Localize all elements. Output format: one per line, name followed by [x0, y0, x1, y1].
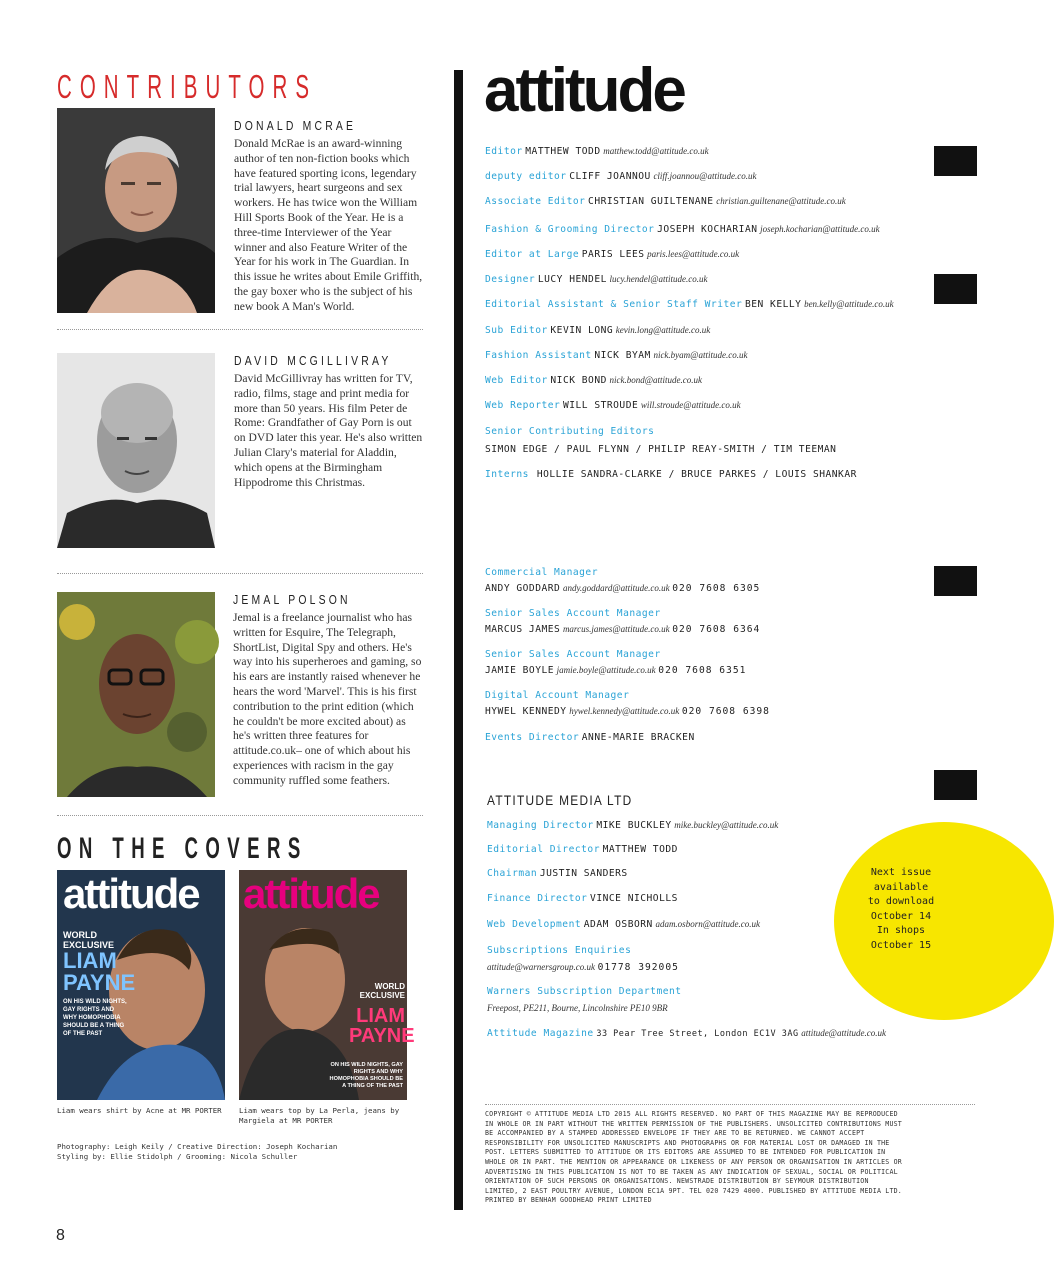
staff-email[interactable]: christian.guiltenane@attitude.co.uk [716, 196, 846, 206]
staff-email[interactable]: ben.kelly@attitude.co.uk [804, 299, 894, 309]
media-line [487, 868, 628, 879]
staff-name: CHRISTIAN GUILTENANE [588, 196, 714, 207]
commercial-contact-line [485, 706, 770, 717]
david-mcgillivray-photo [57, 353, 215, 548]
media-line [487, 844, 678, 855]
credits-photography: Photography: Leigh Keily / Creative Direction: Joseph Kocharian [57, 1142, 338, 1151]
page-number: 8 [56, 1227, 65, 1244]
cover-headline: LIAM PAYNE [349, 1005, 415, 1047]
divider [57, 329, 423, 330]
commercial-email[interactable]: marcus.james@attitude.co.uk [562, 624, 670, 634]
magazine-email[interactable]: attitude@attitude.co.uk [801, 1028, 886, 1038]
next-issue-text [856, 866, 946, 953]
cover-subline: ON HIS WILD NIGHTS, GAY RIGHTS AND WHY HOMOPHOBIA SHOULD BE A THING OF THE PAST [63, 999, 127, 1037]
commercial-role: Senior Sales Account Manager [485, 608, 661, 619]
staff-line [485, 274, 708, 285]
commercial-email[interactable]: andy.goddard@attitude.co.uk [562, 583, 670, 593]
contributor-donald [234, 118, 426, 315]
staff-email[interactable]: nick.byam@attitude.co.uk [653, 350, 748, 360]
next-issue-line: October 15 [870, 939, 932, 951]
magazine-line [487, 1028, 886, 1039]
staff-email[interactable]: cliff.joannou@attitude.co.uk [653, 171, 757, 181]
media-name: MIKE BUCKLEY [596, 820, 672, 831]
contributors-title: CONTRIBUTORS [57, 68, 318, 105]
commercial-role: Commercial Manager [485, 567, 598, 578]
edge-tab [934, 146, 977, 176]
media-role: Chairman [487, 868, 538, 879]
contributor-david [234, 353, 431, 490]
subs-contact-line [487, 962, 679, 973]
contributor-bio: David McGillivray has written for TV, radio, films, stage and print media for more than 50 years. His film Peter de Rome: Grandfather of Gay Porn is out on DVD later this year. He's also written Julian Clary's material for Aladdin, which opens at the Birmingham Hippodrome this Christmas. [234, 372, 423, 489]
media-role: Finance Director [487, 893, 588, 904]
staff-line [485, 146, 709, 157]
staff-role: Associate Editor [485, 196, 586, 207]
subs-email[interactable]: attitude@warnersgroup.co.uk [487, 962, 595, 972]
staff-email[interactable]: nick.bond@attitude.co.uk [609, 375, 703, 385]
events-name: ANNE-MARIE BRACKEN [581, 732, 695, 743]
commercial-name: MARCUS JAMES [485, 624, 561, 635]
staff-line [485, 350, 747, 361]
commercial-phone: 020 7608 6398 [681, 706, 770, 717]
media-name: MATTHEW TODD [602, 844, 678, 855]
senior-contributing-names-line [485, 444, 836, 455]
senior-contributing-label-line [485, 426, 654, 437]
next-issue-line: to download [867, 896, 935, 907]
staff-line [485, 400, 741, 411]
media-role: Managing Director [487, 820, 594, 831]
contributor-bio: Jemal is a freelance journalist who has written for Esquire, The Telegraph, ShortList, Digital Spy and others. He's way into his superheroes and gaming, so his ears are instantly raised whenever he hears the word 'Marvel'. This is his first contribution to the print edition (which he couldn't be more excited about) as he's written three features for attitude.co.uk– one of which about his experiences with racism in the gay community ruffled some feathers. [233, 611, 422, 787]
commercial-name: HYWEL KENNEDY [485, 706, 567, 717]
commercial-contact-line [485, 665, 746, 676]
subs-phone: 01778 392005 [597, 962, 679, 973]
staff-role: Web Editor [485, 375, 548, 386]
staff-name: JOSEPH KOCHARIAN [657, 224, 758, 235]
media-name: JUSTIN SANDERS [539, 868, 628, 879]
staff-role: Editorial Assistant & Senior Staff Writer [485, 299, 743, 310]
next-issue-line: In shops [876, 925, 926, 936]
commercial-role-line [485, 649, 661, 660]
staff-email[interactable]: lucy.hendel@attitude.co.uk [609, 274, 708, 284]
staff-name: WILL STROUDE [562, 400, 639, 411]
subs-label: Subscriptions Enquiries [487, 945, 632, 956]
cover-1 [57, 870, 225, 1100]
contributor-name: DONALD MCRAE [234, 118, 357, 133]
credits-styling: Styling by: Ellie Stidolph / Grooming: Nicola Schuller [57, 1152, 298, 1161]
covers-title: ON THE COVERS [57, 832, 308, 865]
magazine-label: Attitude Magazine [487, 1028, 594, 1039]
cover-2 [239, 870, 415, 1100]
staff-name: BEN KELLY [744, 299, 802, 310]
commercial-name: ANDY GODDARD [485, 583, 561, 594]
commercial-role: Senior Sales Account Manager [485, 649, 661, 660]
commercial-contact-line [485, 583, 760, 594]
staff-name: KEVIN LONG [550, 325, 614, 336]
senior-contributing-label: Senior Contributing Editors [485, 426, 655, 437]
staff-name: CLIFF JOANNOU [569, 171, 651, 182]
staff-role: deputy editor [485, 171, 567, 182]
media-line [487, 893, 678, 904]
staff-line [485, 196, 846, 207]
interns-line [485, 469, 857, 480]
staff-line [485, 249, 739, 260]
jemal-polson-photo [57, 592, 215, 797]
contributor-jemal [233, 592, 425, 789]
copyright-text: COPYRIGHT © ATTITUDE MEDIA LTD 2015 ALL RIGHTS RESERVED. NO PART OF THIS MAGAZINE MAY BE REPRODUCED IN WHOLE OR IN PART WITHOUT THE WRITTEN PERMISSION OF THE PUBLISHERS. UNSOLICITED CONTRIBUTIONS MUST BE ACCOMPANIED BY A STAMPED ADDRESSED ENVELOPE IF THEY ARE TO BE RETURNED. WE CANNOT ACCEPT RESPONSIBILITY FOR UNSOLICITED MANUSCRIPTS AND PHOTOGRAPHS OR FOR MATERIAL LOST OR DAMAGED IN THE POST. LETTERS SUBMITTED TO ATTITUDE OR ITS EDITORS ARE ASSUMED TO BE INTENDED FOR PUBLICATION IN WHOLE OR IN PART. THE MENTION OR APPEARANCE OR LIKENESS OF ANY PERSON OR ORGANISATION IN ARTICLES OR ADVERTISING IN THIS PUBLICATION IS NOT TO BE TAKEN AS ANY INDICATION OF SEXUAL, SOCIAL OR POLITICAL ORIENTATION OF SUCH PERSONS OR ORGANISATIONS. NEWSTRADE DISTRIBUTION BY SEYMOUR DISTRIBUTION LIMITED, 2 EAST POULTRY AVENUE, LONDON EC1A 9PT. TEL 020 7429 4000. PUBLISHED BY ATTITUDE MEDIA LTD. PRINTED BY BENHAM GOODHEAD PRINT LIMITED [485, 1110, 902, 1205]
staff-role: Fashion Assistant [485, 350, 592, 361]
cover-subline: ON HIS WILD NIGHTS, GAY RIGHTS AND WHY HOMOPHOBIA SHOULD BE A THING OF THE PAST [329, 1062, 403, 1089]
cover-logo: attitude [243, 870, 379, 917]
commercial-email[interactable]: jamie.boyle@attitude.co.uk [556, 665, 656, 675]
commercial-email[interactable]: hywel.kennedy@attitude.co.uk [569, 706, 680, 716]
media-email[interactable]: mike.buckley@attitude.co.uk [674, 820, 779, 830]
staff-role: Designer [485, 274, 536, 285]
next-issue-line: October 14 [870, 910, 932, 922]
staff-name: NICK BOND [550, 375, 607, 386]
warners-label-line [487, 986, 682, 997]
staff-line [485, 224, 880, 235]
interns-names: HOLLIE SANDRA-CLARKE / BRUCE PARKES / LOUIS SHANKAR [536, 469, 857, 480]
magazine-address: 33 Pear Tree Street, London EC1V 3AG [596, 1029, 799, 1039]
staff-line [485, 375, 702, 386]
media-role: Web Development [487, 919, 582, 930]
commercial-role: Digital Account Manager [485, 690, 630, 701]
staff-name: MATTHEW TODD [525, 146, 601, 157]
contributor-name: JEMAL POLSON [233, 592, 351, 607]
media-email[interactable]: adam.osborn@attitude.co.uk [655, 919, 760, 929]
cover-kicker: WORLD EXCLUSIVE [63, 930, 115, 950]
cover-1-caption: Liam wears shirt by Acne at MR PORTER [57, 1106, 222, 1115]
commercial-phone: 020 7608 6305 [672, 583, 761, 594]
events-role: Events Director [485, 732, 580, 743]
column-bar [454, 70, 463, 1210]
warners-address-line [487, 1003, 668, 1014]
staff-email[interactable]: paris.lees@attitude.co.uk [647, 249, 740, 259]
donald-mcrae-photo [57, 108, 215, 313]
senior-contributing-names: SIMON EDGE / PAUL FLYNN / PHILIP REAY-SMITH / TIM TEEMAN [485, 444, 837, 455]
masthead-logo: attitude [484, 56, 684, 125]
staff-email[interactable]: joseph.kocharian@attitude.co.uk [760, 224, 880, 234]
edge-tab [934, 566, 977, 596]
commercial-name: JAMIE BOYLE [485, 665, 555, 676]
divider [57, 573, 423, 574]
edge-tab [934, 770, 977, 800]
warners-address: Freepost, PE211, Bourne, Lincolnshire PE10 9BR [487, 1003, 668, 1013]
cover-logo: attitude [63, 870, 199, 917]
media-title: ATTITUDE MEDIA LTD [487, 792, 633, 808]
staff-name: LUCY HENDEL [537, 274, 607, 285]
divider [485, 1104, 975, 1105]
commercial-phone: 020 7608 6364 [672, 624, 761, 635]
cover-2-caption: Liam wears top by La Perla, jeans by Margiela at MR PORTER [239, 1106, 400, 1125]
next-issue-line: available [873, 881, 929, 893]
subs-label-line [487, 945, 631, 956]
commercial-role-line [485, 690, 629, 701]
cover-headline: LIAM PAYNE [63, 948, 136, 995]
staff-role: Fashion & Grooming Director [485, 224, 655, 235]
commercial-role-line [485, 567, 598, 578]
contributor-name: DAVID MCGILLIVRAY [234, 353, 392, 368]
staff-role: Editor at Large [485, 249, 580, 260]
interns-label: Interns [485, 469, 529, 480]
events-line [485, 732, 695, 743]
staff-name: PARIS LEES [581, 249, 645, 260]
media-name: ADAM OSBORN [583, 919, 653, 930]
edge-tab [934, 274, 977, 304]
media-line [487, 820, 778, 831]
divider [57, 815, 423, 816]
commercial-contact-line [485, 624, 760, 635]
media-role: Editorial Director [487, 844, 600, 855]
media-name: VINCE NICHOLLS [590, 893, 678, 904]
commercial-role-line [485, 608, 661, 619]
staff-line [485, 325, 710, 336]
warners-label: Warners Subscription Department [487, 986, 682, 997]
staff-line [485, 171, 756, 182]
staff-name: NICK BYAM [594, 350, 651, 361]
staff-email[interactable]: kevin.long@attitude.co.uk [615, 325, 711, 335]
staff-role: Sub Editor [485, 325, 548, 336]
staff-line [485, 299, 894, 310]
cover-kicker: WORLD EXCLUSIVE [359, 982, 405, 1000]
staff-email[interactable]: matthew.todd@attitude.co.uk [603, 146, 709, 156]
contributor-bio: Donald McRae is an award-winning author of ten non-fiction books which have featured sporting icons, legendary trial lawyers, heart surgeons and sex workers. He has twice won the William Hill Sports Book of the Year. He is a three-time Interviewer of the Year winner and also Feature Writer of the Year for his work in The Guardian. In this issue he writes about Emile Griffith, the gay boxer who is the subject of his new book A Man's World. [234, 137, 423, 313]
staff-role: Web Reporter [485, 400, 561, 411]
staff-role: Editor [485, 146, 523, 157]
commercial-phone: 020 7608 6351 [658, 665, 747, 676]
media-line [487, 919, 760, 930]
staff-email[interactable]: will.stroude@attitude.co.uk [640, 400, 741, 410]
next-issue-line: Next issue [870, 867, 932, 878]
